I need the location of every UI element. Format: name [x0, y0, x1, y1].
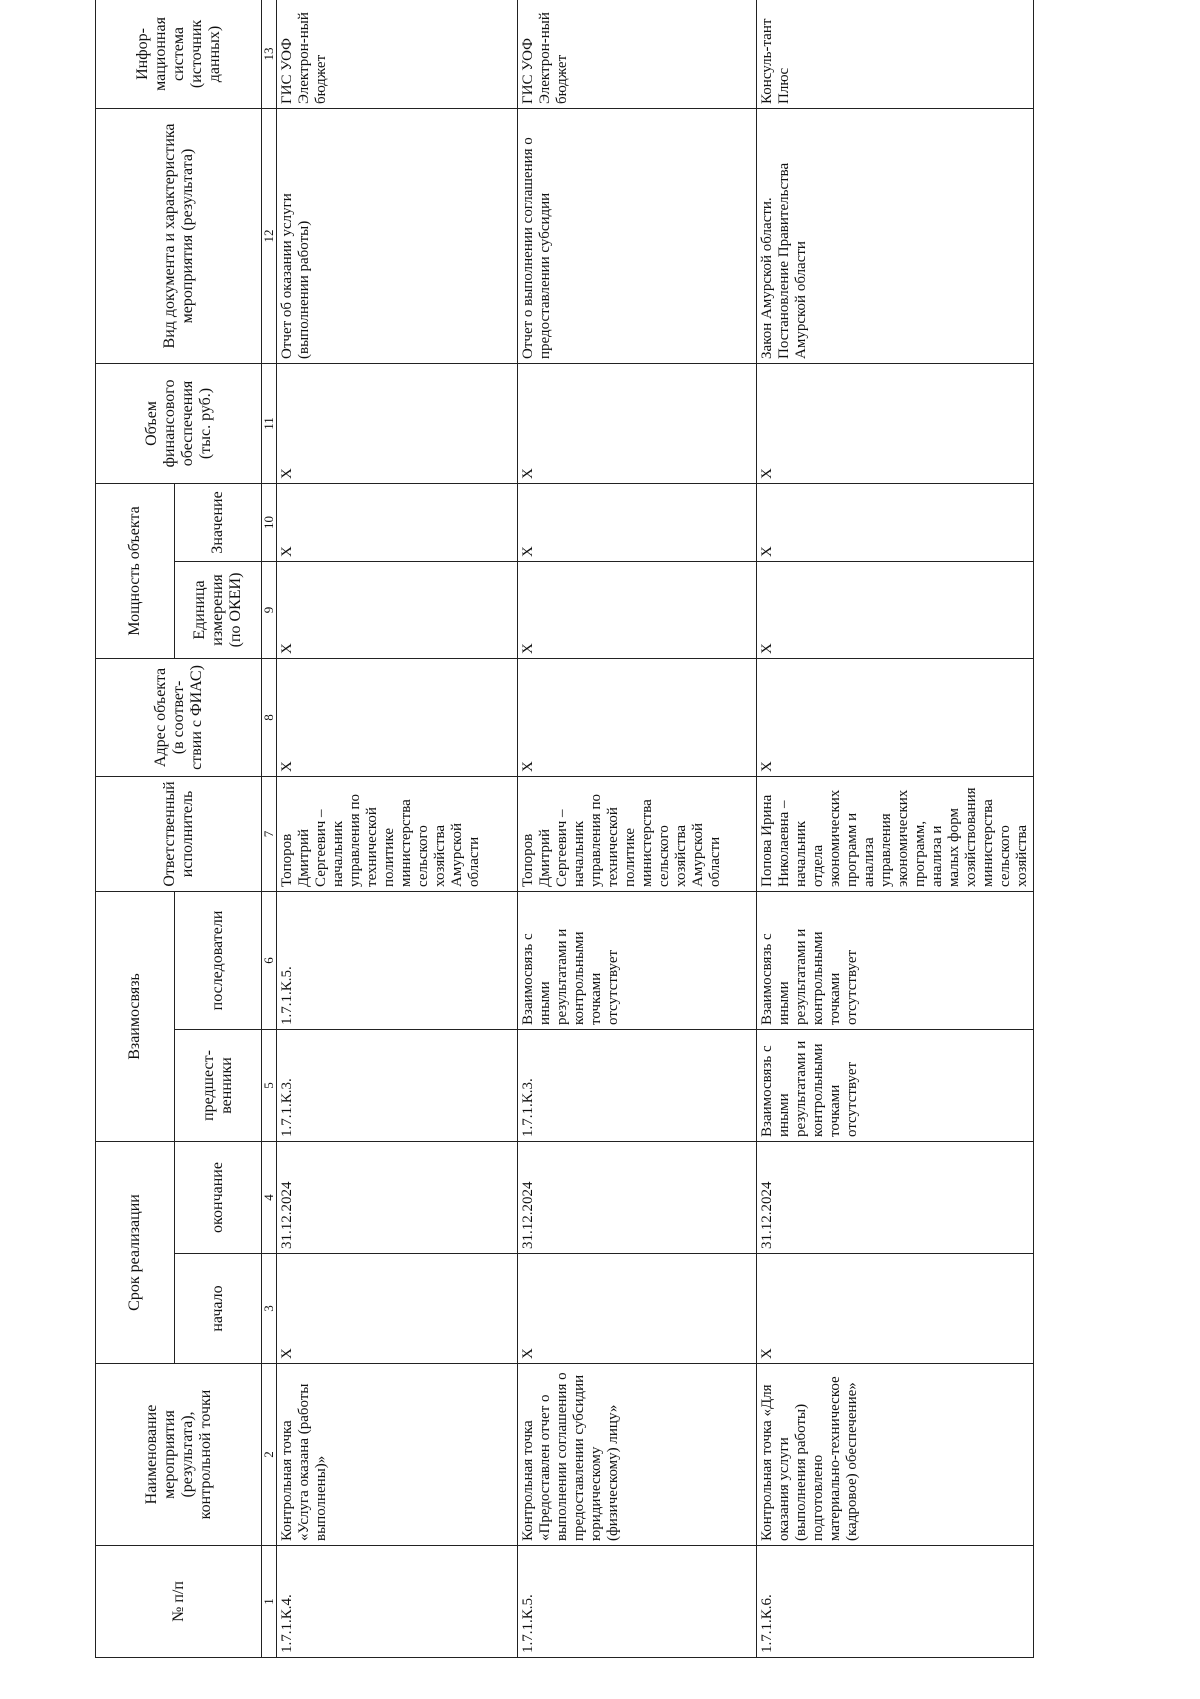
row-end: 31.12.2024 [757, 1141, 1034, 1253]
row-num: 1.7.1.К.5. [518, 1546, 757, 1658]
column-number: 12 [262, 108, 277, 363]
row-end: 31.12.2024 [518, 1141, 757, 1253]
row-responsible: Топоров Дмитрий Сергеевич – начальник управления по технической политике министерства сельского хозяйства Амурской области [518, 776, 757, 891]
column-number: 11 [262, 363, 277, 483]
column-number: 4 [262, 1141, 277, 1253]
row-responsible: Топоров Дмитрий Сергеевич – начальник управления по технической политике министерства сельского хозяйства Амурской области [277, 776, 518, 891]
table-row [277, 0, 518, 1658]
row-address: X [518, 658, 757, 776]
column-number: 7 [262, 776, 277, 891]
row-value: X [518, 483, 757, 561]
row-start: X [757, 1254, 1034, 1364]
row-start: X [518, 1254, 757, 1364]
row-document: Отчет об оказании услуги (выполнении работы) [277, 108, 518, 363]
row-unit: X [757, 561, 1034, 658]
row-volume: X [757, 363, 1034, 483]
header-successors: последователи [175, 891, 262, 1029]
header-info-system: Инфор-мационная система (источник данных) [96, 0, 262, 108]
header-start: начало [175, 1254, 262, 1364]
row-name: Контрольная точка «Для оказания услуги (выполнения работы) подготовлено материально-техническое (кадровое) обеспечение» [757, 1364, 1034, 1546]
row-responsible: Попова Ирина Николаевна – начальник отдела экономических программ и анализа управления экономических программ, анализа и малых форм хозяйствования министерства сельского хозяйства [757, 776, 1034, 891]
row-successors: 1.7.1.К.5. [277, 891, 518, 1029]
header-end: окончание [175, 1141, 262, 1253]
header-num: № п/п [96, 1546, 262, 1658]
column-number-row [262, 0, 277, 1658]
header-responsible: Ответственный исполнитель [96, 776, 262, 891]
table-row [757, 0, 1034, 1658]
row-document: Отчет о выполнении соглашения о предоставлении субсидии [518, 108, 757, 363]
row-info-system: Консуль-тант Плюс [757, 0, 1034, 108]
column-number: 8 [262, 658, 277, 776]
row-predecessors: 1.7.1.К.3. [277, 1029, 518, 1141]
row-address: X [277, 658, 518, 776]
row-start: X [277, 1254, 518, 1364]
row-predecessors: Взаимосвязь с иными результатами и контрольными точками отсутствует [757, 1029, 1034, 1141]
header-unit: Единица измерения (по ОКЕИ) [175, 561, 262, 658]
header-period: Срок реализации [96, 1141, 175, 1363]
row-document: Закон Амурской области. Постановление Правительства Амурской области [757, 108, 1034, 363]
column-number: 9 [262, 561, 277, 658]
control-points-table [95, 0, 1034, 1658]
row-unit: X [518, 561, 757, 658]
row-volume: X [518, 363, 757, 483]
header-power: Мощность объекта [96, 483, 175, 658]
column-number: 6 [262, 891, 277, 1029]
header-address: Адрес объекта (в соответ-ствии с ФИАС) [96, 658, 262, 776]
row-volume: X [277, 363, 518, 483]
rotated-table-sheet [95, 0, 1140, 1658]
row-predecessors: 1.7.1.К.3. [518, 1029, 757, 1141]
column-number: 3 [262, 1254, 277, 1364]
header-name: Наименование мероприятия (результата), контрольной точки [96, 1364, 262, 1546]
row-successors: Взаимосвязь с иными результатами и контрольными точками отсутствует [518, 891, 757, 1029]
header-document: Вид документа и характеристика мероприятия (результата) [96, 108, 262, 363]
row-value: X [757, 483, 1034, 561]
row-info-system: ГИС УОФ Электрон-ный бюджет [277, 0, 518, 108]
row-info-system: ГИС УОФ Электрон-ный бюджет [518, 0, 757, 108]
row-successors: Взаимосвязь с иными результатами и контрольными точками отсутствует [757, 891, 1034, 1029]
column-number: 13 [262, 0, 277, 108]
row-end: 31.12.2024 [277, 1141, 518, 1253]
header-link: Взаимосвязь [96, 891, 175, 1141]
column-number: 10 [262, 483, 277, 561]
column-number: 5 [262, 1029, 277, 1141]
table-row [518, 0, 757, 1658]
header-value: Значение [175, 483, 262, 561]
row-name: Контрольная точка «Услуга оказана (работы выполнены)» [277, 1364, 518, 1546]
row-name: Контрольная точка «Предоставлен отчет о выполнении соглашения о предоставлении субсидии юридическому (физическому) лицу» [518, 1364, 757, 1546]
row-num: 1.7.1.К.6. [757, 1546, 1034, 1658]
column-number: 1 [262, 1546, 277, 1658]
header-volume: Объем финансового обеспечения (тыс. руб.) [96, 363, 262, 483]
row-address: X [757, 658, 1034, 776]
row-value: X [277, 483, 518, 561]
header-row-top [96, 0, 175, 1658]
header-predecessors: предшест-венники [175, 1029, 262, 1141]
column-number: 2 [262, 1364, 277, 1546]
row-unit: X [277, 561, 518, 658]
row-num: 1.7.1.К.4. [277, 1546, 518, 1658]
